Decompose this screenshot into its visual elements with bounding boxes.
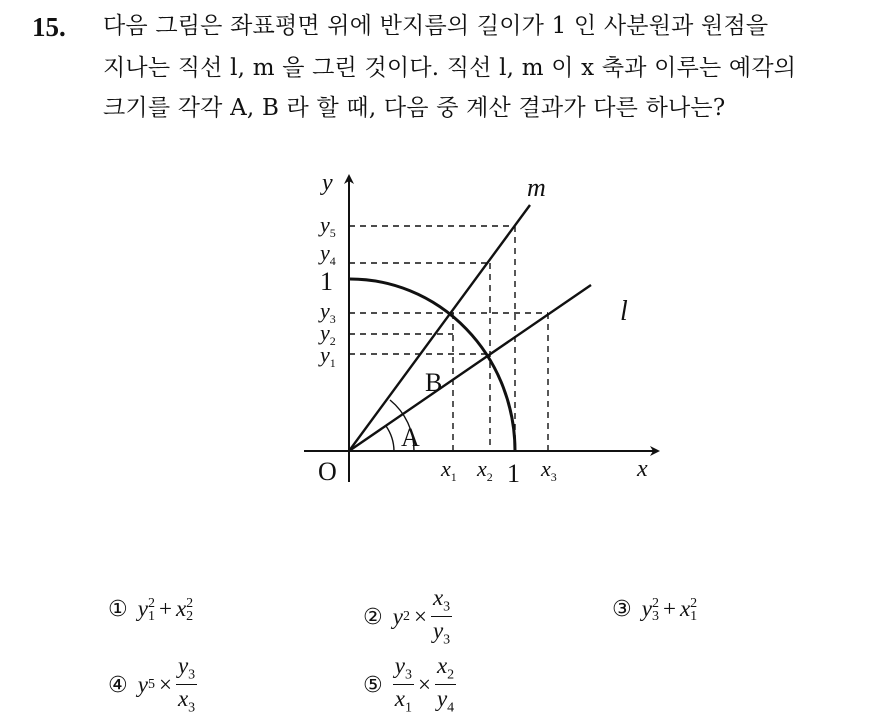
x3-label: $x_3$ — [541, 456, 557, 484]
x-axis-label: x — [637, 456, 648, 482]
y3-label: $y_3$ — [320, 298, 336, 326]
option-3-expression: y 2 3 + x 2 1 — [641, 596, 698, 624]
x2-label: $x_2$ — [477, 456, 493, 484]
line-m — [349, 205, 530, 451]
option-5-mark: ⑤ — [363, 672, 383, 698]
origin-label: O — [318, 457, 337, 486]
option-2-mark: ② — [363, 604, 383, 630]
y-axis-label: y — [322, 170, 333, 196]
question-line-3: 크기를 각각 A, B 라 할 때, 다음 중 계산 결과가 다른 하나는? — [103, 95, 726, 121]
option-2[interactable] — [363, 586, 452, 649]
option-4-expression: y 5 × $\frac{y_3}{x_3}$ — [137, 653, 196, 716]
y-one-label: 1 — [320, 267, 333, 296]
option-1-expression: y 2 1 + x 2 2 — [137, 596, 194, 624]
question-line-2: 지나는 직선 l, m 을 그린 것이다. 직선 l, m 이 x 축과 이루는 예각의 — [103, 55, 797, 81]
y2-label: $y_2$ — [320, 320, 336, 348]
option-1[interactable] — [108, 596, 193, 623]
option-3[interactable] — [612, 596, 697, 623]
option-3-mark: ③ — [612, 597, 632, 623]
angle-arc-A — [386, 426, 394, 451]
y4-label: $y_4$ — [320, 240, 336, 268]
option-1-mark: ① — [108, 597, 128, 623]
x-labels — [440, 456, 557, 484]
y5-label: $y_5$ — [320, 212, 336, 240]
option-4[interactable] — [108, 654, 197, 717]
option-2-expression: y 2 × $\frac{x_3}{y_3}$ — [392, 585, 451, 648]
option-4-mark: ④ — [108, 672, 128, 698]
x-one-label: 1 — [507, 459, 520, 488]
y1-label: $y_1$ — [320, 342, 336, 370]
question-number: 15. — [32, 12, 66, 42]
angle-B-label: B — [425, 368, 443, 397]
x1-label: $x_1$ — [441, 456, 457, 484]
line-l — [349, 285, 591, 451]
line-l-label: l — [620, 296, 628, 327]
question-line-1: 다음 그림은 좌표평면 위에 반지름의 길이가 1 인 사분원과 원점을 — [103, 13, 769, 39]
angle-A-label: A — [401, 423, 420, 452]
line-m-label: m — [527, 173, 546, 202]
option-5-expression: $\frac{y_3}{x_1}$ × $\frac{x_2}{y_4}$ — [394, 653, 455, 716]
option-5[interactable] — [363, 654, 456, 717]
